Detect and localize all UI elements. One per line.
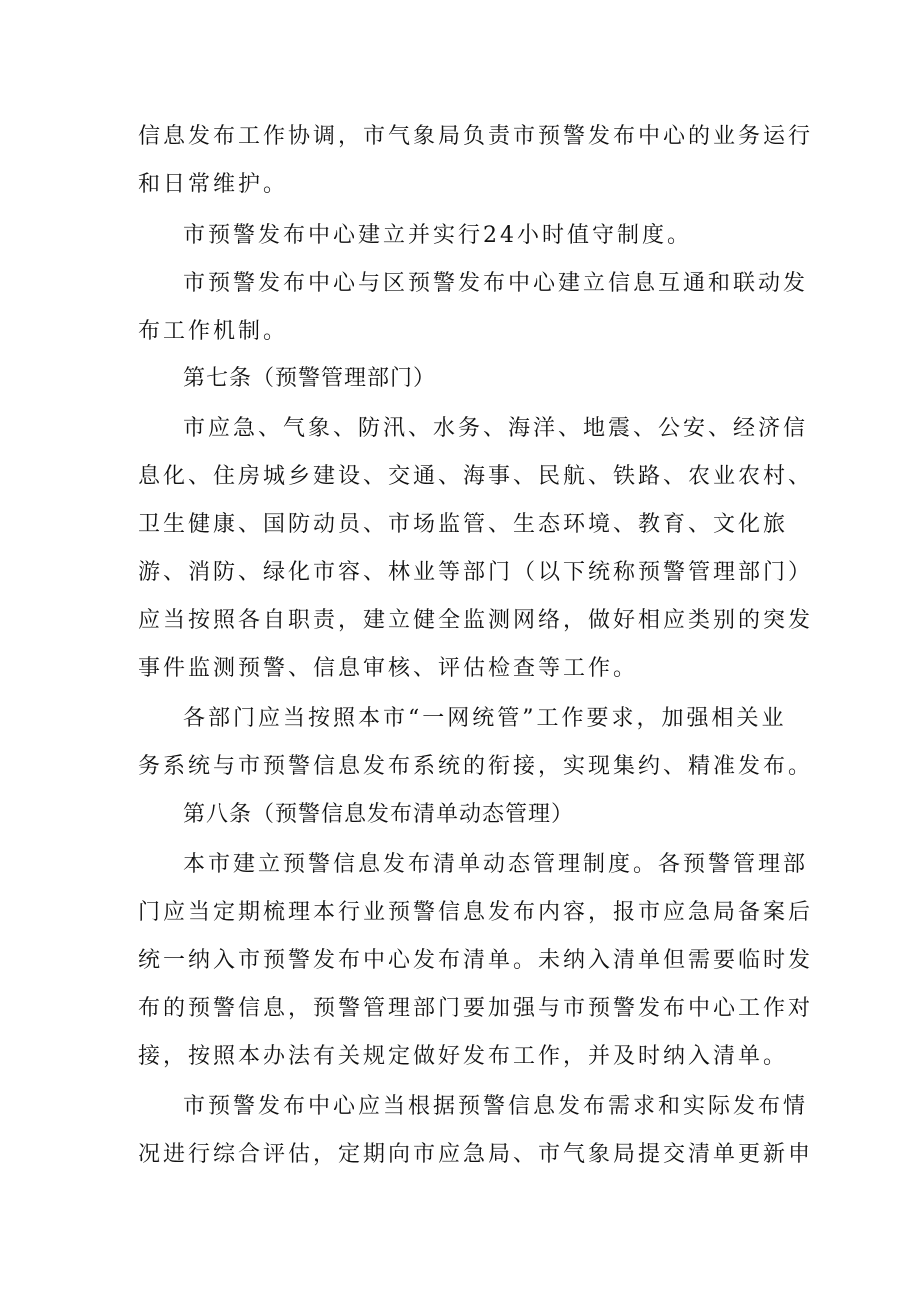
paragraph-line-7: 市应急、气象、防汛、水务、海洋、地震、公安、经济信	[183, 416, 809, 441]
paragraph-line-8: 息化、住房城乡建设、交通、海事、民航、铁路、农业农村、	[138, 464, 814, 489]
paragraph-line-22: 况进行综合评估，定期向市应急局、市气象局提交清单更新申	[138, 1142, 814, 1167]
paragraph-line-18: 统一纳入市预警发布中心发布清单。未纳入清单但需要临时发	[138, 948, 814, 973]
paragraph-line-19: 布的预警信息，预警管理部门要加强与市预警发布中心工作对	[138, 996, 814, 1021]
paragraph-line-12: 事件监测预警、信息审核、评估检查等工作。	[138, 656, 639, 681]
paragraph-line-13: 各部门应当按照本市“一网统管”工作要求，加强相关业	[183, 706, 787, 731]
paragraph-line-20: 接，按照本办法有关规定做好发布工作，并及时纳入清单。	[138, 1044, 789, 1069]
paragraph-line-10: 游、消防、绿化市容、林业等部门（以下统称预警管理部门）	[138, 560, 814, 585]
paragraph-line-5: 布工作机制。	[138, 319, 289, 344]
paragraph-line-14: 务系统与市预警信息发布系统的衔接，实现集约、精准发布。	[138, 754, 814, 779]
paragraph-line-2: 和日常维护。	[138, 172, 289, 197]
paragraph-line-21: 市预警发布中心应当根据预警信息发布需求和实际发布情	[183, 1094, 809, 1119]
paragraph-line-9: 卫生健康、国防动员、市场监管、生态环境、教育、文化旅	[138, 512, 789, 537]
paragraph-line-1: 信息发布工作协调，市气象局负责市预警发布中心的业务运行	[138, 124, 814, 149]
paragraph-line-3: 市预警发布中心建立并实行24小时值守制度。	[183, 223, 692, 248]
paragraph-line-4: 市预警发布中心与区预警发布中心建立信息互通和联动发	[183, 271, 809, 296]
paragraph-line-11: 应当按照各自职责，建立健全监测网络，做好相应类别的突发	[138, 608, 814, 633]
article-heading-7: 第七条（预警管理部门）	[183, 366, 437, 391]
paragraph-line-17: 门应当定期梳理本行业预警信息发布内容，报市应急局备案后	[138, 900, 814, 925]
paragraph-line-16: 本市建立预警信息发布清单动态管理制度。各预警管理部	[183, 852, 809, 877]
article-heading-8: 第八条（预警信息发布清单动态管理）	[183, 802, 575, 827]
